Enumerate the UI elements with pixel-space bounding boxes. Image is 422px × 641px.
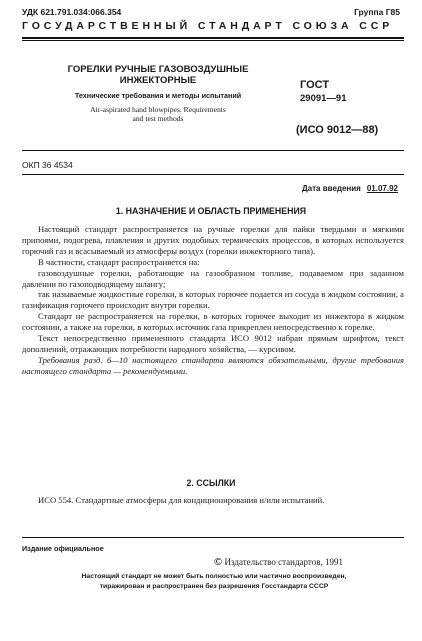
paragraph: Настоящий стандарт распространяется на ручные горелки для пайки твердыми и мягкими припоями, подогрева, плавления и других подобных термических процессов, в которых используется горючий газ и всасываемый из атмосферы воздух (горелки инжекторного типа). xyxy=(22,224,404,256)
document-title-line2: ИНЖЕКТОРНЫЕ xyxy=(119,75,197,86)
iso-reference: (ИСО 9012—88) xyxy=(296,124,379,136)
section-2-body xyxy=(22,495,404,506)
reproduction-notice xyxy=(22,572,406,591)
paragraph: Текст непосредственно примененного стандарта ИСО 9012 набран прямым шрифтом, текст дополнений, отражающих потребности народного хозяйства, — курсивом. xyxy=(22,333,404,354)
title-block xyxy=(48,64,268,123)
section-2-heading: 2. ССЫЛКИ xyxy=(186,478,236,488)
english-title-line2: and test methods xyxy=(132,114,184,123)
udk-code: УДК 621.791.034:066.354 xyxy=(22,7,122,17)
document-title-line1: ГОРЕЛКИ РУЧНЫЕ ГАЗОВОЗДУШНЫЕ xyxy=(67,64,249,75)
english-title-line1: Air-aspirated hand blowpipes. Requirements xyxy=(90,105,226,114)
copyright-text: Издательство стандартов, 1991 xyxy=(224,557,343,567)
paragraph: Стандарт не распространяется на горелки, в которых горючее выходит из инжектора в жидком состоянии, а также на горелки, в которых источник газа прикреплен непосредственно к горелке. xyxy=(22,311,404,333)
okp-code: ОКП 36 4534 xyxy=(22,160,73,170)
notice-line1: Настоящий стандарт не может быть полностью или частично воспроизведен, xyxy=(81,573,347,580)
effective-date-value: 01.07.92 xyxy=(366,184,398,193)
paragraph: газовоздушные горелки, работающие на газообразном топливе, подаваемом при заданном давлении по газоподводящему шлангу; xyxy=(22,267,404,289)
document-subtitle: Технические требования и методы испытаний xyxy=(74,91,242,100)
gost-number: 29091—91 xyxy=(300,93,347,104)
paragraph: В частности, стандарт распространяется на: xyxy=(38,256,200,267)
section-1-body xyxy=(22,224,404,377)
official-edition-label: Издание официальное xyxy=(22,544,104,553)
copyright-icon: © xyxy=(214,556,223,568)
standard-title: ГОСУДАРСТВЕННЫЙ СТАНДАРТ СОЮЗА ССР xyxy=(22,20,394,32)
effective-date-label: Дата введения xyxy=(301,184,361,193)
paragraph: ИСО 554. Стандартные атмосферы для кондиционирования и/или испытаний. xyxy=(38,495,325,505)
paragraph-italic: Требования разд. 6—10 настоящего стандарта являются обязательными, другие требования настоящего стандарта — рекомендуемыми. xyxy=(22,354,404,376)
notice-line2: тиражирован и распространен без разрешения Госстандарта СССР xyxy=(99,582,329,590)
okp-divider xyxy=(22,174,404,175)
copyright xyxy=(214,556,343,568)
group-code: Группа Г85 xyxy=(354,7,400,17)
title-divider xyxy=(22,150,404,151)
header-divider-thin xyxy=(22,40,404,41)
gost-block xyxy=(300,79,400,104)
paragraph: так называемые жидкостные горелки, в которых горючее подается из сосуда в жидком состоянии, а газификация горючего происходит внутри горелки. xyxy=(22,289,404,311)
header-divider xyxy=(22,37,404,39)
section-1-heading: 1. НАЗНАЧЕНИЕ И ОБЛАСТЬ ПРИМЕНЕНИЯ xyxy=(115,206,307,216)
footer-divider xyxy=(22,537,404,538)
effective-date xyxy=(302,184,398,193)
gost-label: ГОСТ xyxy=(300,79,330,91)
